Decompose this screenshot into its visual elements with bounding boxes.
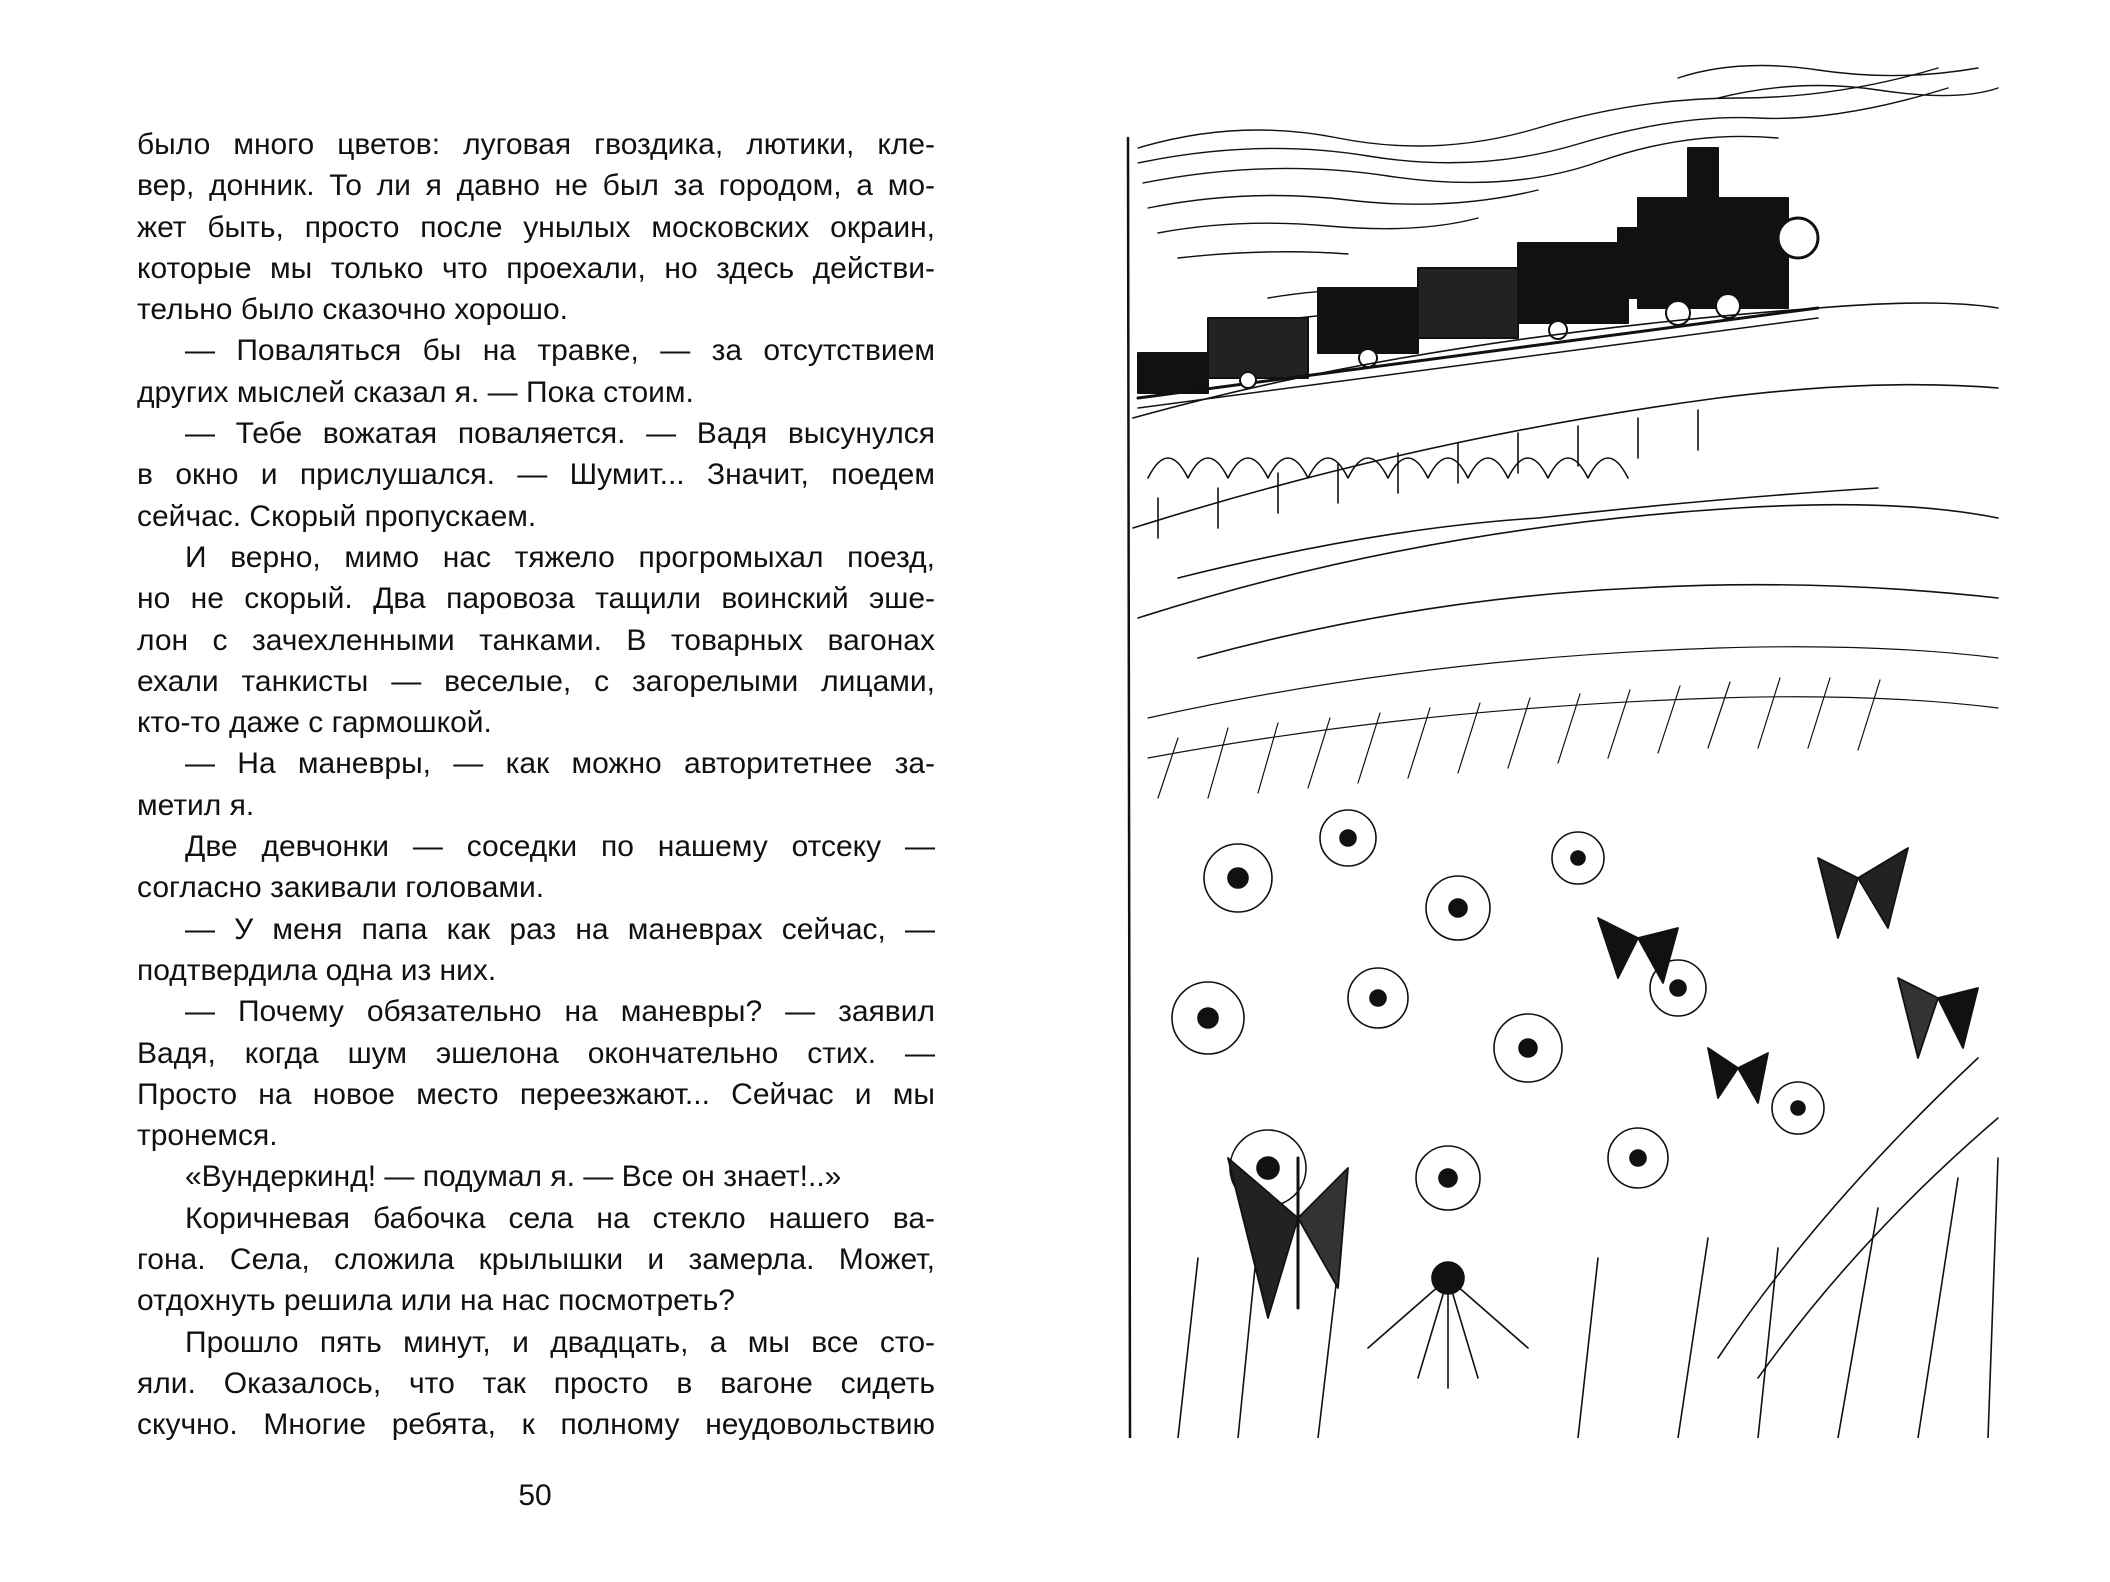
- text-line: — Почему обязательно на маневры? — заявил: [185, 995, 935, 1029]
- page-number: 50: [518, 1479, 552, 1512]
- text-line: ехали танкисты — веселые, с загорелыми лицами,: [137, 664, 935, 698]
- text-line: гона. Села, сложила крылышки и замерла. Может,: [137, 1243, 935, 1277]
- text-line: вер, донник. То ли я давно не был за городом, а мо-: [137, 169, 935, 203]
- text-line: — Поваляться бы на травке, — за отсутствием: [185, 334, 935, 368]
- text-line: — На маневры, — как можно авторитетнее за-: [185, 747, 935, 781]
- text-line: но не скорый. Два паровоза тащили воинский эше-: [137, 582, 935, 616]
- field-grass: [1148, 647, 1998, 798]
- illustration-drawing: [1118, 58, 2018, 1438]
- text-line: Просто на новое место переезжают... Сейчас и мы: [137, 1077, 935, 1111]
- text-line: кто-то даже с гармошкой.: [137, 706, 492, 740]
- text-line: других мыслей сказал я. — Пока стоим.: [137, 375, 694, 409]
- text-line: тельно было сказочно хорошо.: [137, 293, 569, 327]
- text-line: в окно и прислушался. — Шумит... Значит, поедем: [137, 458, 935, 492]
- butterflies: [1228, 848, 1978, 1318]
- text-line: лон с зачехленными танками. В товарных вагонах: [137, 623, 935, 657]
- text-line: Вадя, когда шум эшелона окончательно стих. —: [137, 1036, 935, 1070]
- text-line: жет быть, просто после унылых московских окраин,: [137, 210, 935, 244]
- text-line: — У меня папа как раз на маневрах сейчас, —: [185, 912, 935, 946]
- text-line: которые мы только что проехали, но здесь действи-: [137, 251, 935, 285]
- text-line: Две девчонки — соседки по нашему отсеку —: [185, 830, 935, 864]
- body-text: [137, 124, 935, 1446]
- text-line: тронемся.: [137, 1119, 278, 1153]
- text-line: было много цветов: луговая гвоздика, лютики, кле-: [137, 128, 935, 161]
- text-line: метил я.: [137, 788, 255, 822]
- text-line: подтвердила одна из них.: [137, 953, 497, 987]
- text-line: отдохнуть решила или на нас посмотреть?: [137, 1284, 735, 1318]
- text-line: И верно, мимо нас тяжело прогромыхал поезд,: [185, 540, 935, 574]
- train-meadow-butterflies-illustration: [1118, 58, 2018, 1438]
- text-line: Коричневая бабочка села на стекло нашего ва-: [185, 1201, 935, 1235]
- text-line: яли. Оказалось, что так просто в вагоне сидеть: [137, 1366, 935, 1400]
- text-line: — Тебе вожатая поваляется. — Вадя высунулся: [185, 417, 935, 451]
- train: [1138, 148, 1818, 408]
- text-line: скучно. Многие ребята, к полному неудовольствию: [137, 1408, 935, 1442]
- text-line: Прошло пять минут, и двадцать, а мы все сто-: [185, 1325, 935, 1359]
- text-line: сейчас. Скорый пропускаем.: [137, 499, 537, 533]
- text-line: согласно закивали головами.: [137, 871, 545, 905]
- text-line: «Вундеркинд! — подумал я. — Все он знает!..»: [185, 1160, 842, 1194]
